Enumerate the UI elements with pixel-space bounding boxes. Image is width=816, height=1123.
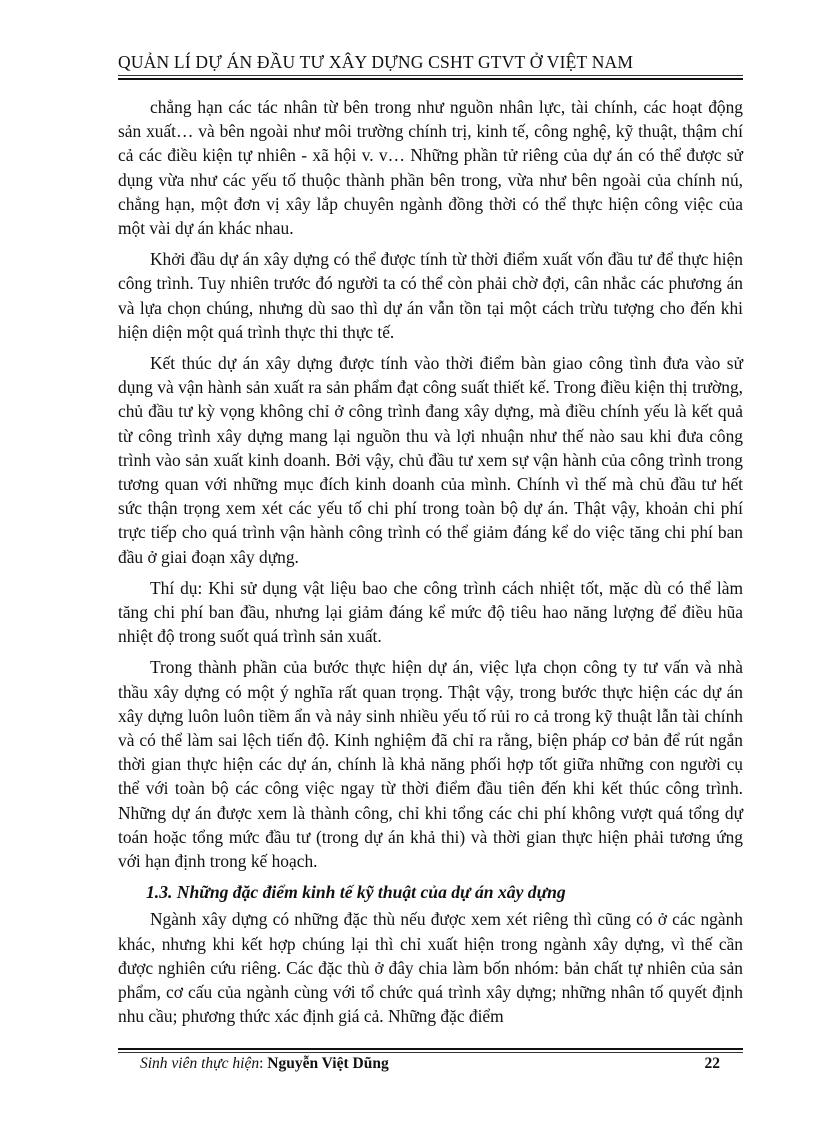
footer-author-name: Nguyễn Việt Dũng — [267, 1055, 389, 1072]
page-number: 22 — [704, 1055, 720, 1072]
paragraph-3: Kết thúc dự án xây dựng được tính vào thời điểm bàn giao công tình đưa vào sử dụng và vận hành sản xuất ra sản phẩm đạt công suất thiết kế. Trong điều kiện thị trường, chủ đầu tư kỳ vọng không chỉ ở công trình đang xây dựng, mà điều chính yếu là kết quả từ công trình xây dựng mang lại nguồn thu và lợi nhuận như thế nào sau khi đưa công trình vào sản xuất kinh doanh. Bởi vậy, chủ đầu tư xem sự vận hành của công trình trong tương quan với những mục đích kinh doanh của mình. Chính vì thế mà chủ đầu tư hết sức thận trọng xem xét các yếu tố chi phí trong toàn bộ dự án. Thật vậy, khoản chi phí trực tiếp cho quá trình vận hành công trình có thể giảm đáng kể do việc tăng chi phí ban đầu ở giai đoạn xây dựng. — [118, 353, 743, 567]
paragraph-5: Trong thành phần của bước thực hiện dự án, việc lựa chọn công ty tư vấn và nhà thầu xây dựng có một ý nghĩa rất quan trọng. Thật vậy, trong bước thực hiện các dự án xây dựng luôn luôn tiềm ẩn và nảy sinh nhiều yếu tố rủi ro cả trong kỹ thuật lẫn tài chính và có thể làm sai lệch tiến độ. Kinh nghiệm đã chỉ ra rằng, biện pháp cơ bản để rút ngắn thời gian thực hiện các dự án, chính là khả năng phối hợp tốt giữa những con người cụ thể với toàn bộ các công việc ngay từ thời điểm đầu tiên đến khi kết thúc công trình. Những dự án được xem là thành công, chỉ khi tổng các chi phí không vượt quá tổng dự toán hoặc tổng mức đầu tư (trong dự án khả thi) và thời gian thực hiện phải tương ứng với hạn định trong kế hoạch. — [118, 657, 743, 872]
paragraph-4: Thí dụ: Khi sử dụng vật liệu bao che công trình cách nhiệt tốt, mặc dù có thể làm tăng chi phí ban đầu, nhưng lại giảm đáng kể mức độ tiêu hao năng lượng để điều hũa nhiệt độ trong suốt quá trình sản xuất. — [118, 577, 743, 647]
page-footer — [140, 1055, 720, 1073]
footer-label: Sinh viên thực hiện — [140, 1055, 260, 1072]
page-body — [118, 95, 743, 1035]
footer-author — [140, 1055, 389, 1073]
footer-separator: : — [259, 1055, 264, 1072]
header-rule — [118, 75, 743, 80]
paragraph-6: Ngành xây dựng có những đặc thù nếu được xem xét riêng thì cũng có ở các ngành khác, nhưng khi kết hợp chúng lại thì chỉ xuất hiện trong ngành xây dựng, vì thế cần được nghiên cứu riêng. Các đặc thù ở đây chia làm bốn nhóm: bản chất tự nhiên của sản phẩm, cơ cấu của ngành cùng với tổ chức quá trình xây dựng; những nhân tố quyết định nhu cầu; phương thức xác định giá cả. Những đặc điểm — [118, 909, 743, 1027]
running-header: QUẢN LÍ DỰ ÁN ĐẦU TƯ XÂY DỰNG CSHT GTVT Ở VIỆT NAM — [118, 52, 634, 72]
section-heading: 1.3. Những đặc điểm kinh tế kỹ thuật của dự án xây dựng — [146, 882, 566, 903]
paragraph-1: chẳng hạn các tác nhân từ bên trong như nguồn nhân lực, tài chính, các hoạt động sản xuất… và bên ngoài như môi trường chính trị, kinh tế, công nghệ, kỹ thuật, thậm chí cả các điều kiện tự nhiên - xã hội v. v… Những phần tử riêng của dự án có thể được sử dụng vừa như các yếu tố thuộc thành phần bên trong, vừa như bên ngoài của chính nú, chẳng hạn, một đơn vị xây lắp chuyên ngành đồng thời có thể thực hiện công việc của một vài dự án khác nhau. — [118, 97, 743, 239]
paragraph-2: Khởi đầu dự án xây dựng có thể được tính từ thời điểm xuất vốn đầu tư để thực hiện công trình. Tuy nhiên trước đó người ta có thể còn phải chờ đợi, cân nhắc các phương án và lựa chọn chúng, nhưng dù sao thì dự án vẫn tồn tại một cách trừu tượng cho đến khi hiện diện một quá trình thực thi thực tế. — [118, 249, 743, 342]
footer-rule — [118, 1048, 743, 1053]
